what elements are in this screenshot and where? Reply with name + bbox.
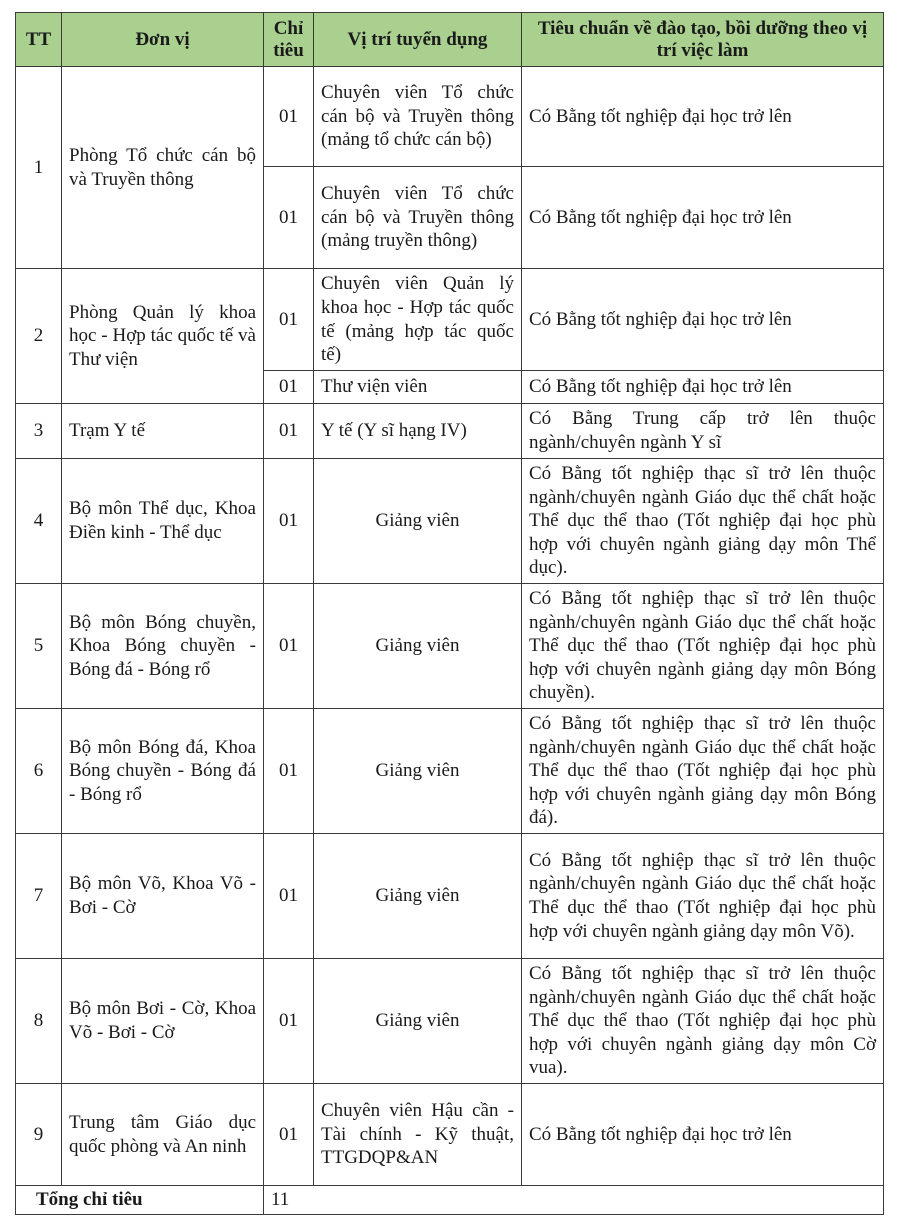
row-tt: 4 bbox=[16, 459, 62, 584]
table-row bbox=[16, 459, 884, 584]
table-row bbox=[16, 834, 884, 959]
row-vi-tri: Giảng viên bbox=[314, 459, 522, 584]
recruitment-table bbox=[15, 12, 884, 1215]
row-don-vi: Trung tâm Giáo dục quốc phòng và An ninh bbox=[62, 1084, 264, 1186]
row-vi-tri: Chuyên viên Hậu cần - Tài chính - Kỹ thuật, TTGDQP&AN bbox=[314, 1084, 522, 1186]
table-row bbox=[16, 584, 884, 709]
row-don-vi: Bộ môn Bơi - Cờ, Khoa Võ - Bơi - Cờ bbox=[62, 959, 264, 1084]
row-don-vi: Bộ môn Võ, Khoa Võ - Bơi - Cờ bbox=[62, 834, 264, 959]
header-tieu-chuan: Tiêu chuẩn về đào tạo, bồi dưỡng theo vị trí việc làm bbox=[522, 13, 884, 67]
row-tieu-chuan: Có Bằng tốt nghiệp đại học trở lên bbox=[522, 269, 884, 371]
row-tieu-chuan: Có Bằng tốt nghiệp thạc sĩ trở lên thuộc ngành/chuyên ngành Giáo dục thể chất hoặc Thể dục thể thao (Tốt nghiệp đại học phù hợp với chuyên ngành giảng dạy môn Thể dục). bbox=[522, 459, 884, 584]
row-don-vi: Phòng Quản lý khoa học - Hợp tác quốc tế và Thư viện bbox=[62, 269, 264, 404]
row-tieu-chuan: Có Bằng tốt nghiệp đại học trở lên bbox=[522, 371, 884, 404]
row-tt: 6 bbox=[16, 709, 62, 834]
row-don-vi: Bộ môn Bóng đá, Khoa Bóng chuyền - Bóng đá - Bóng rổ bbox=[62, 709, 264, 834]
row-chi-tieu: 01 bbox=[264, 459, 314, 584]
table-row bbox=[16, 67, 884, 167]
row-tt: 8 bbox=[16, 959, 62, 1084]
total-value-text: 11 bbox=[271, 1189, 290, 1211]
row-don-vi: Phòng Tổ chức cán bộ và Truyền thông bbox=[62, 67, 264, 269]
row-vi-tri: Giảng viên bbox=[314, 709, 522, 834]
total-value bbox=[264, 1186, 884, 1215]
row-vi-tri: Thư viện viên bbox=[314, 371, 522, 404]
row-vi-tri: Chuyên viên Tổ chức cán bộ và Truyền thông (mảng truyền thông) bbox=[314, 167, 522, 269]
row-tt: 2 bbox=[16, 269, 62, 404]
row-tt: 5 bbox=[16, 584, 62, 709]
row-chi-tieu: 01 bbox=[264, 67, 314, 167]
table-row bbox=[16, 959, 884, 1084]
row-chi-tieu: 01 bbox=[264, 167, 314, 269]
row-chi-tieu: 01 bbox=[264, 709, 314, 834]
row-vi-tri: Chuyên viên Tổ chức cán bộ và Truyền thông (mảng tổ chức cán bộ) bbox=[314, 67, 522, 167]
row-chi-tieu: 01 bbox=[264, 959, 314, 1084]
row-vi-tri: Chuyên viên Quản lý khoa học - Hợp tác quốc tế (mảng hợp tác quốc tế) bbox=[314, 269, 522, 371]
header-vi-tri: Vị trí tuyển dụng bbox=[314, 13, 522, 67]
row-tieu-chuan: Có Bằng Trung cấp trở lên thuộc ngành/chuyên ngành Y sĩ bbox=[522, 404, 884, 459]
row-don-vi: Bộ môn Thể dục, Khoa Điền kinh - Thể dục bbox=[62, 459, 264, 584]
row-chi-tieu: 01 bbox=[264, 584, 314, 709]
row-chi-tieu: 01 bbox=[264, 269, 314, 371]
row-vi-tri: Y tế (Y sĩ hạng IV) bbox=[314, 404, 522, 459]
row-tieu-chuan: Có Bằng tốt nghiệp đại học trở lên bbox=[522, 67, 884, 167]
table-row bbox=[16, 269, 884, 371]
row-vi-tri: Giảng viên bbox=[314, 584, 522, 709]
table-row bbox=[16, 1084, 884, 1186]
row-vi-tri: Giảng viên bbox=[314, 834, 522, 959]
row-don-vi: Trạm Y tế bbox=[62, 404, 264, 459]
row-don-vi: Bộ môn Bóng chuyền, Khoa Bóng chuyền - Bóng đá - Bóng rổ bbox=[62, 584, 264, 709]
header-chi-tieu: Chỉ tiêu bbox=[264, 13, 314, 67]
table-row bbox=[16, 404, 884, 459]
row-chi-tieu: 01 bbox=[264, 1084, 314, 1186]
row-chi-tieu: 01 bbox=[264, 371, 314, 404]
header-row bbox=[16, 13, 884, 67]
row-tt: 7 bbox=[16, 834, 62, 959]
row-tieu-chuan: Có Bằng tốt nghiệp đại học trở lên bbox=[522, 1084, 884, 1186]
row-tt: 9 bbox=[16, 1084, 62, 1186]
total-row bbox=[16, 1186, 884, 1215]
row-chi-tieu: 01 bbox=[264, 834, 314, 959]
row-tt: 3 bbox=[16, 404, 62, 459]
row-tieu-chuan: Có Bằng tốt nghiệp thạc sĩ trở lên thuộc ngành/chuyên ngành Giáo dục thể chất hoặc Thể dục thể thao (Tốt nghiệp đại học phù hợp với chuyên ngành giảng dạy môn Bóng chuyền). bbox=[522, 584, 884, 709]
header-tt: TT bbox=[16, 13, 62, 67]
row-tieu-chuan: Có Bằng tốt nghiệp thạc sĩ trở lên thuộc ngành/chuyên ngành Giáo dục thể chất hoặc Thể dục thể thao (Tốt nghiệp đại học phù hợp với chuyên ngành giảng dạy môn Võ). bbox=[522, 834, 884, 959]
row-tieu-chuan: Có Bằng tốt nghiệp thạc sĩ trở lên thuộc ngành/chuyên ngành Giáo dục thể chất hoặc Thể dục thể thao (Tốt nghiệp đại học phù hợp với chuyên ngành giảng dạy môn Cờ vua). bbox=[522, 959, 884, 1084]
total-label: Tổng chỉ tiêu bbox=[16, 1186, 264, 1215]
header-don-vi: Đơn vị bbox=[62, 13, 264, 67]
table-row bbox=[16, 709, 884, 834]
row-tieu-chuan: Có Bằng tốt nghiệp đại học trở lên bbox=[522, 167, 884, 269]
row-vi-tri: Giảng viên bbox=[314, 959, 522, 1084]
row-chi-tieu: 01 bbox=[264, 404, 314, 459]
row-tieu-chuan: Có Bằng tốt nghiệp thạc sĩ trở lên thuộc ngành/chuyên ngành Giáo dục thể chất hoặc Thể dục thể thao (Tốt nghiệp đại học phù hợp với chuyên ngành giảng dạy môn Bóng đá). bbox=[522, 709, 884, 834]
row-tt: 1 bbox=[16, 67, 62, 269]
